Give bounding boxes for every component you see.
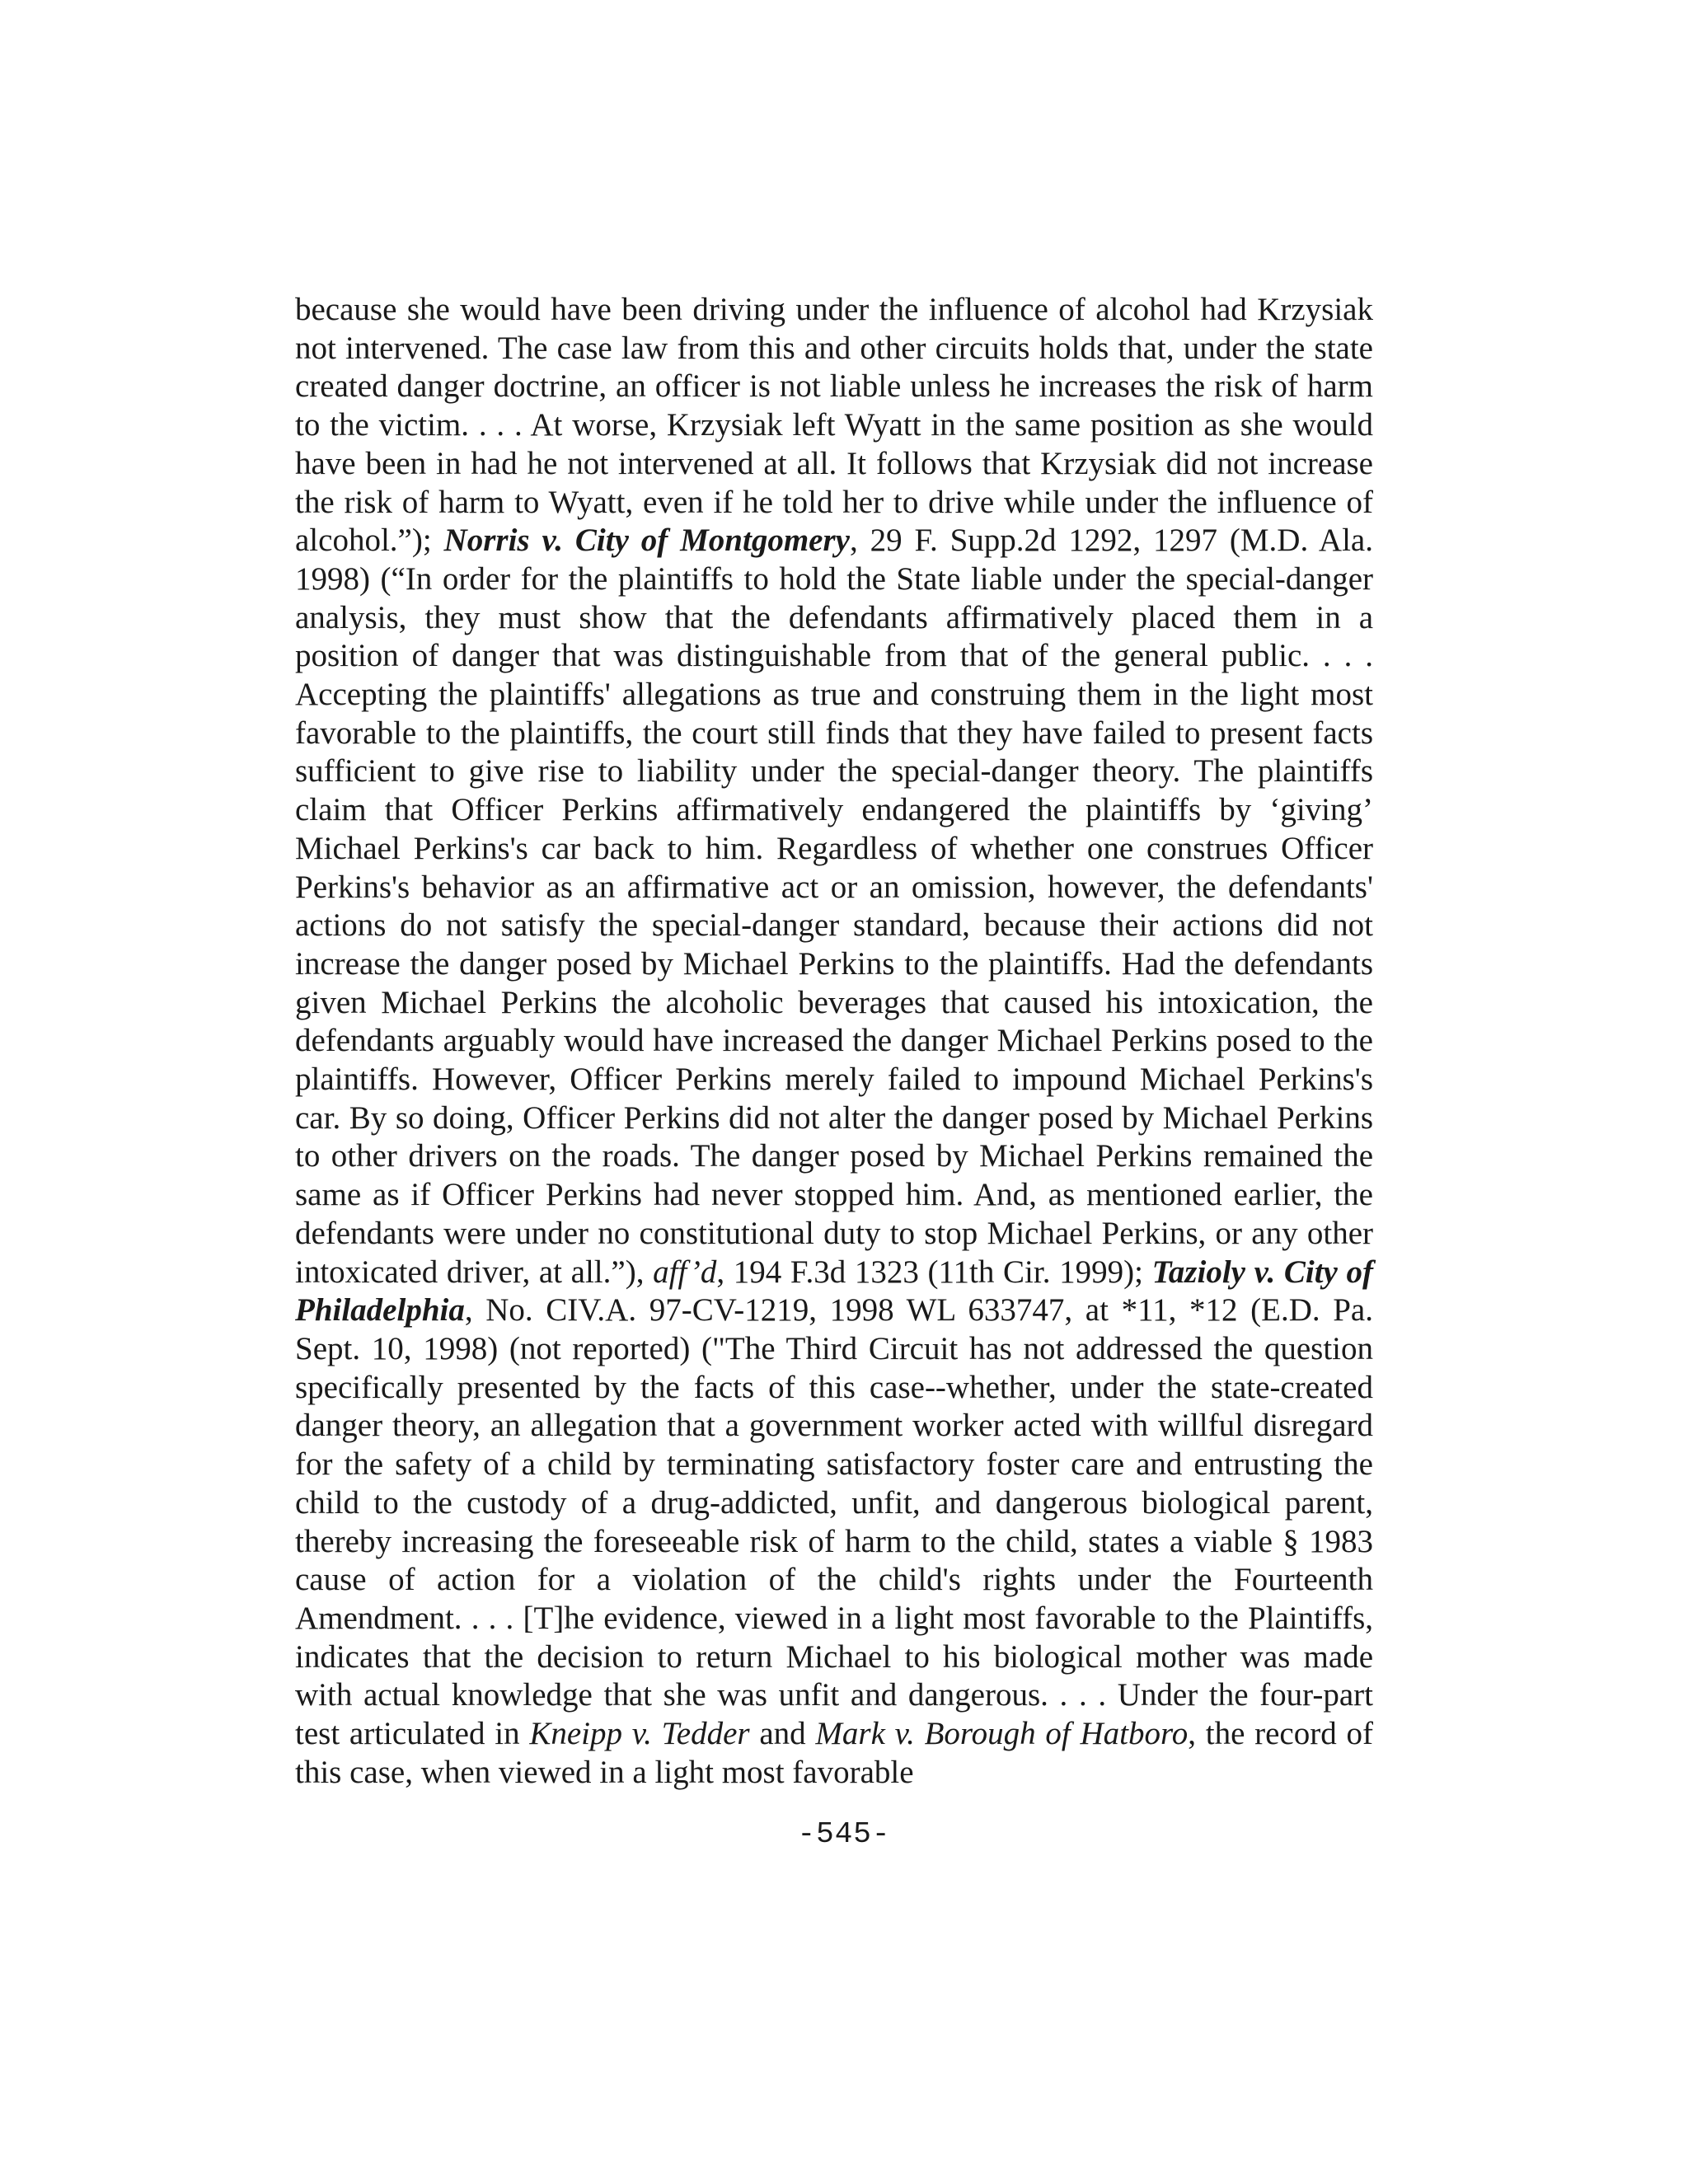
case-name-tazioly: Tazioly v. City of Philadelphia — [295, 1254, 1373, 1329]
text-segment: and — [749, 1716, 816, 1752]
page-number: -545- — [797, 1817, 891, 1851]
affd-signal: aff’d — [653, 1254, 717, 1290]
case-name-norris: Norris v. City of Montgomery — [443, 523, 850, 559]
body-paragraph — [295, 291, 1373, 1792]
text-segment: because she would have been driving under the influence of alcohol had Krzysiak not intervened. The case law from this and other circuits holds that, under the state created danger doctrine, an officer is not liable unless he increases the risk of harm to the victim. . . . At worse, Krzysiak left Wyatt in the same position as she would have been in had he not intervened at all. It follows that Krzysiak did not increase the risk of harm to Wyatt, even if he told her to drive while under the influence of alcohol.”); — [295, 292, 1373, 559]
text-segment: , 29 F. Supp.2d 1292, 1297 (M.D. Ala. 1998) (“In order for the plaintiffs to hold the State liable under the special-danger analysis, they must show that the defendants affirmatively placed them in a position of danger that was distinguishable from that of the general public. . . . Accepting the plaintiffs' allegations as true and construing them in the light most favorable to the plaintiffs, the court still finds that they have failed to present facts sufficient to give rise to liability under the special-danger theory. The plaintiffs claim that Officer Perkins affirmatively endangered the plaintiffs by ‘giving’ Michael Perkins's car back to him. Regardless of whether one construes Officer Perkins's behavior as an affirmative act or an omission, however, the defendants' actions do not satisfy the special-danger standard, because their actions did not increase the danger posed by Michael Perkins to the plaintiffs. Had the defendants given Michael Perkins the alcoholic beverages that caused his intoxication, the defendants arguably would have increased the danger Michael Perkins posed to the plaintiffs. However, Officer Perkins merely failed to impound Michael Perkins's car. By so doing, Officer Perkins did not alter the danger posed by Michael Perkins to other drivers on the roads. The danger posed by Michael Perkins remained the same as if Officer Perkins had never stopped him. And, as mentioned earlier, the defendants were under no constitutional duty to stop Michael Perkins, or any other intoxicated driver, at all.”), — [295, 523, 1373, 1290]
text-segment: , 194 F.3d 1323 (11th Cir. 1999); — [716, 1254, 1152, 1290]
text-segment: , the record of this case, when viewed in a light most favorable — [295, 1716, 1373, 1790]
case-name-mark: Mark v. Borough of Hatboro — [815, 1716, 1189, 1752]
text-segment: , No. CIV.A. 97-CV-1219, 1998 WL 633747, at *11, *12 (E.D. Pa. Sept. 10, 1998) (not reported) ("The Third Circuit has not addressed the question specifically presented by the facts of this case--whether, under the state-created danger theory, an allegation that a government worker acted with willful disregard for the safety of a child by terminating satisfactory foster care and entrusting the child to the custody of a drug-addicted, unfit, and dangerous biological parent, thereby increasing the foreseeable risk of harm to the child, states a viable § 1983 cause of action for a violation of the child's rights under the Fourteenth Amendment. . . . [T]he evidence, viewed in a light most favorable to the Plaintiffs, indicates that the decision to return Michael to his biological mother was made with actual knowledge that she was unfit and dangerous. . . . Under the four-part test articulated in — [295, 1292, 1373, 1752]
case-name-kneipp: Kneipp v. Tedder — [529, 1716, 750, 1752]
